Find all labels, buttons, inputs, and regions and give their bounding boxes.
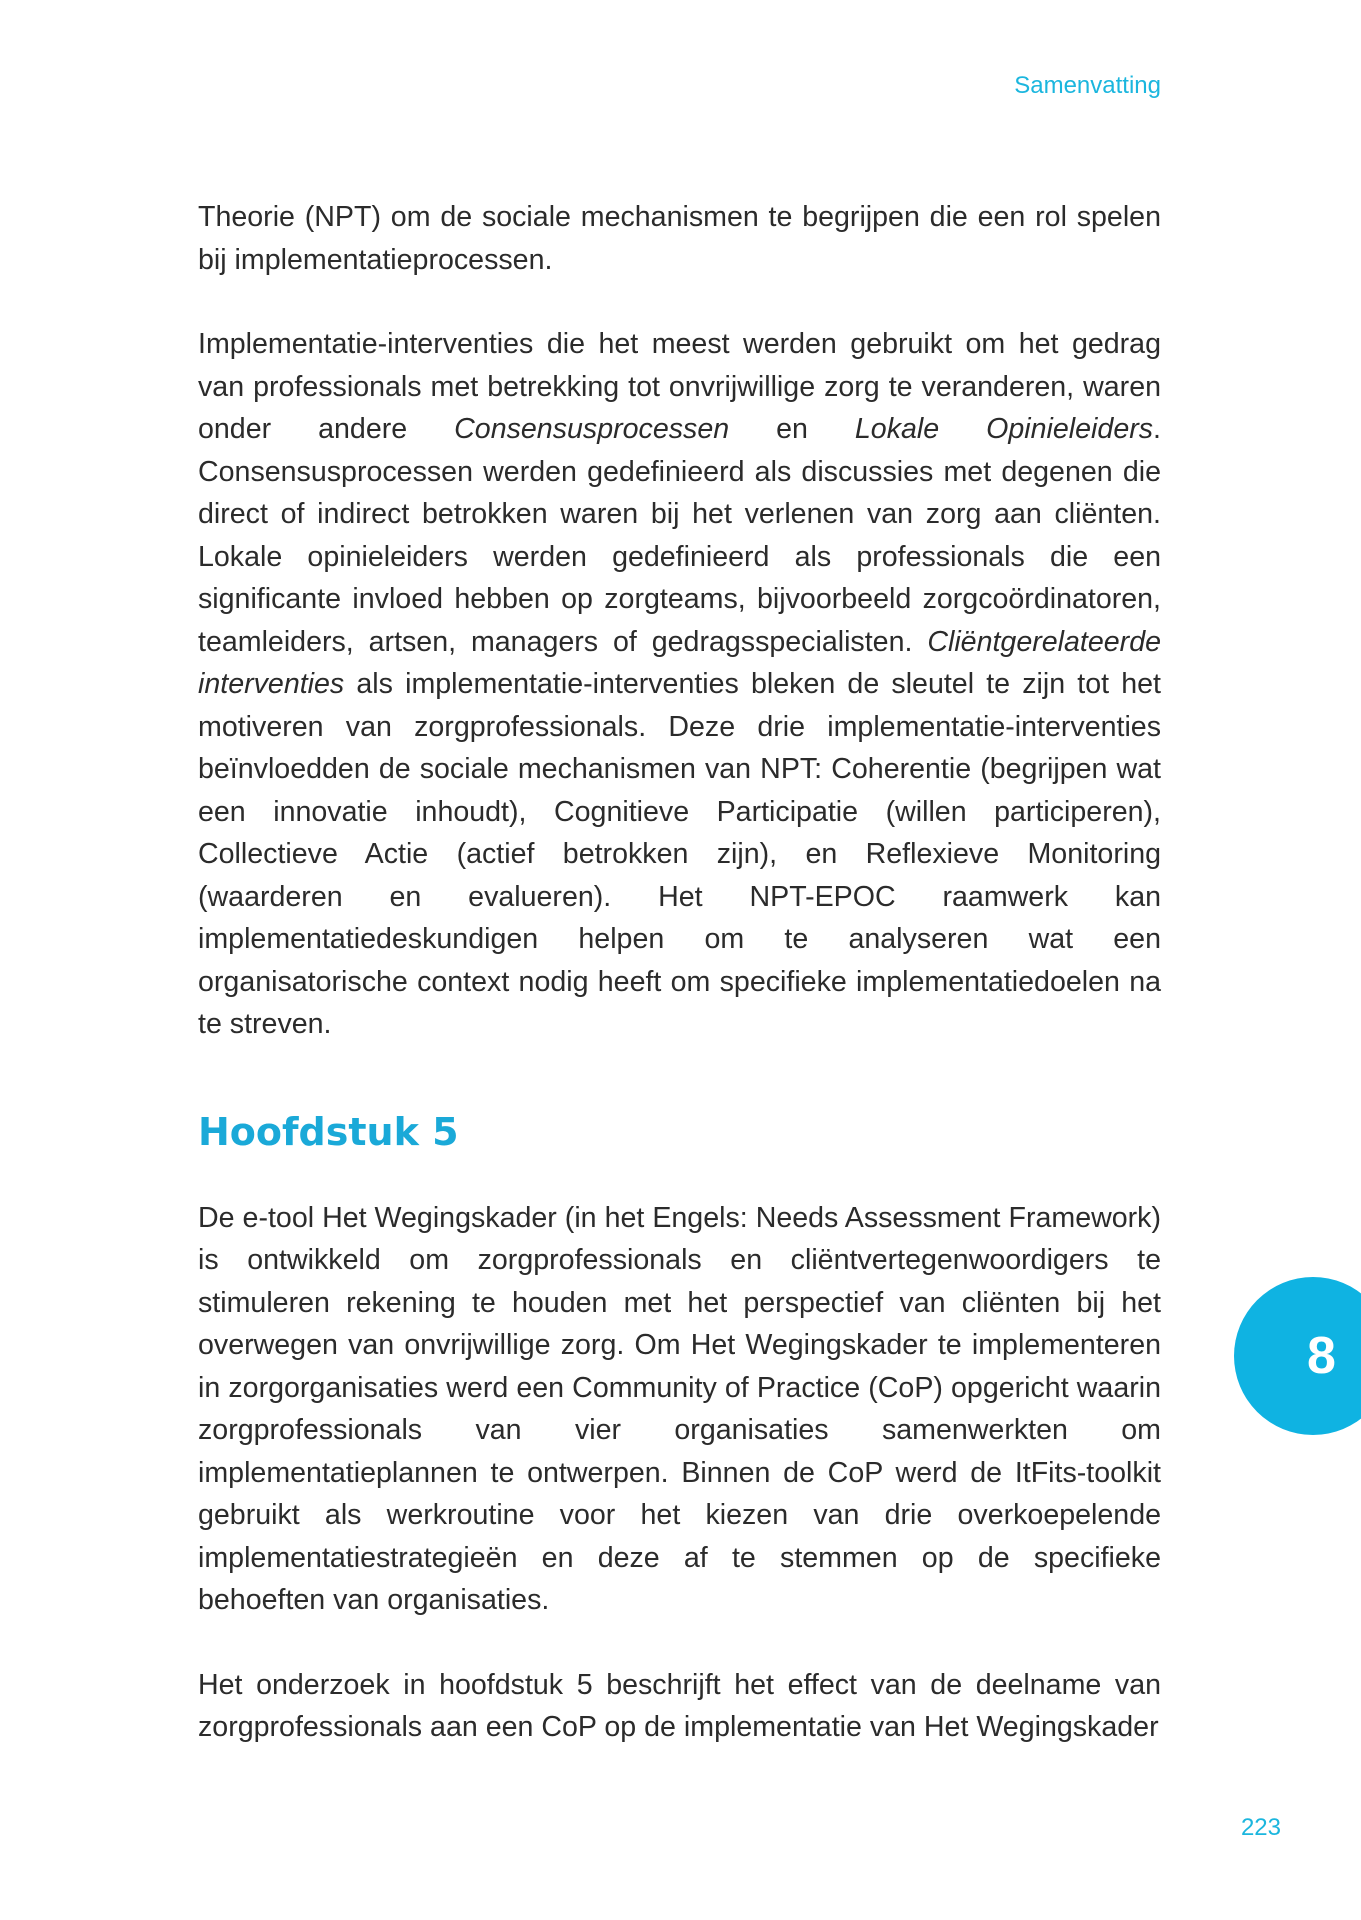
chapter-tab-number: 8: [1307, 1327, 1336, 1385]
text-run: als implementatie-interventies bleken de sleutel te zijn tot het motiveren van zorgprofessionals. Deze drie implementatie-interventies beïnvloedden de sociale mechanismen van NPT: Coherentie (begrijpen wat een innovatie inhoudt), Cognitieve Participatie (willen participeren), Collectieve Actie (actief betrokken zijn), en Reflexieve Monitoring (waarderen en evalueren). Het NPT-EPOC raamwerk kan implementatiedeskundigen helpen om te analyseren wat een organisatorische context nodig heeft om specifieke implementatiedoelen na te streven.: [198, 668, 1161, 1040]
paragraph-wegingskader: De e-tool Het Wegingskader (in het Engels: Needs Assessment Framework) is ontwikkeld om zorgprofessionals en cliëntvertegenwoordigers te stimuleren rekening te houden met het perspectief van cliënten bij het overwegen van onvrijwillige zorg. Om Het Wegingskader te implementeren in zorgorganisaties werd een Community of Practice (CoP) opgericht waarin zorgprofessionals van vier organisaties samenwerkten om implementatieplannen te ontwerpen. Binnen de CoP werd de ItFits-toolkit gebruikt als werkroutine voor het kiezen van drie overkoepelende implementatiestrategieën en deze af te stemmen op de specifieke behoeften van organisaties.: [198, 1201, 1161, 1616]
text-run: en: [729, 413, 855, 445]
running-header: Samenvatting: [1014, 72, 1161, 99]
paragraph-implementation-interventions: [198, 323, 1161, 1046]
page-body: [198, 196, 1161, 1749]
italic-term-client-interventions: Cliëntgerelateerde interventies: [198, 625, 1161, 700]
italic-term-opinion-leaders: Lokale Opinieleiders: [854, 413, 1154, 445]
text-run: Implementatie-interventies die het meest werden gebruikt om het gedrag van professionals met betrekking tot onvrijwillige zorg te veranderen, waren onder andere: [198, 328, 1161, 445]
paragraph-chapter5-research: Het onderzoek in hoofdstuk 5 beschrijft het effect van de deelname van zorgprofessionals aan een CoP op de implementatie van Het Wegingskader: [198, 1668, 1161, 1743]
page-number: 223: [1240, 1814, 1281, 1841]
text-run: . Consensusprocessen werden gedefinieerd als discussies met degenen die direct of indirect betrokken waren bij het verlenen van zorg aan cliënten. Lokale opinieleiders werden gedefinieerd als professionals die een significante invloed hebben op zorgteams, bijvoorbeeld zorgcoördinatoren, teamleiders, artsen, managers of gedragsspecialisten.: [198, 413, 1161, 658]
chapter-tab: [1234, 1277, 1361, 1435]
paragraph-npt-intro: Theorie (NPT) om de sociale mechanismen te begrijpen die een rol spelen bij implementatieprocessen.: [198, 201, 1161, 276]
italic-term-consensus: Consensusprocessen: [454, 413, 730, 445]
chapter-heading: Hoofdstuk 5: [198, 1109, 459, 1154]
